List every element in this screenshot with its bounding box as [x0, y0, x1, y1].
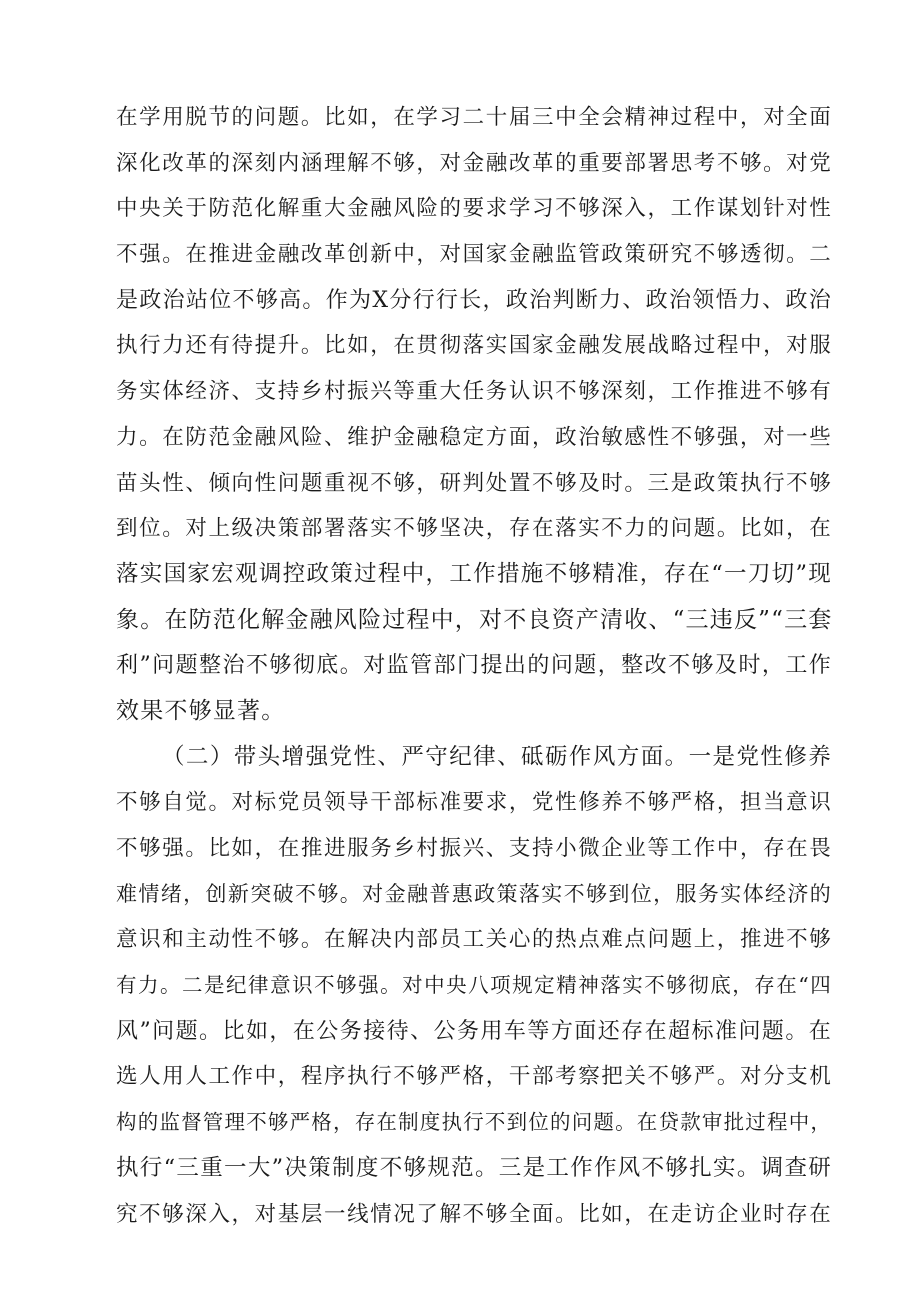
text-line: 难情绪，创新突破不够。对金融普惠政策落实不够到位，服务实体经济的: [116, 881, 832, 906]
text-line: 深化改革的深刻内涵理解不够，对金融改革的重要部署思考不够。对党: [116, 150, 832, 176]
text-line: 落实国家宏观调控政策过程中，工作措施不够精准，存在“一刀切”现: [116, 560, 832, 587]
text-line: 究不够深入，对基层一线情况了解不够全面。比如，在走访企业时存在: [116, 1201, 832, 1227]
text-line: 苗头性、倾向性问题重视不够，研判处置不够及时。三是政策执行不够: [116, 470, 832, 496]
text-line: 执行力还有待提升。比如，在贯彻落实国家金融发展战略过程中，对服: [116, 333, 832, 359]
paragraph-heading-line: （二）带头增强党性、严守纪律、砥砺作风方面。一是党性修养: [162, 743, 832, 770]
text-line: 在学用脱节的问题。比如，在学习二十届三中全会精神过程中，对全面: [116, 105, 832, 130]
text-line: 意识和主动性不够。在解决内部员工关心的热点难点问题上，推进不够: [116, 927, 832, 953]
text-line: 效果不够显著。: [116, 697, 286, 724]
text-line: 构的监督管理不够严格，存在制度执行不到位的问题。在贷款审批过程中，: [116, 1110, 833, 1135]
text-line: 务实体经济、支持乡村振兴等重大任务认识不够深刻，工作推进不够有: [116, 379, 832, 405]
text-line: 有力。二是纪律意识不够强。对中央八项规定精神落实不够彻底，存在“四: [116, 973, 832, 998]
body-text: [116, 95, 832, 1237]
text-line: 力。在防范金融风险、维护金融稳定方面，政治敏感性不够强，对一些: [116, 424, 832, 450]
text-line: 不强。在推进金融改革创新中，对国家金融监管政策研究不够透彻。二: [116, 242, 832, 268]
text-line: 中央关于防范化解重大金融风险的要求学习不够深入，工作谋划针对性: [116, 196, 832, 222]
text-line: 不够自觉。对标党员领导干部标准要求，党性修养不够严格，担当意识: [116, 790, 832, 816]
text-line: 到位。对上级决策部署落实不够坚决，存在落实不力的问题。比如，在: [116, 516, 832, 542]
text-line: 选人用人工作中，程序执行不够严格，干部考察把关不够严。对分支机: [116, 1064, 832, 1090]
text-line: 不够强。比如，在推进服务乡村振兴、支持小微企业等工作中，存在畏: [116, 836, 832, 861]
text-line: 执行“三重一大”决策制度不够规范。三是工作作风不够扎实。调查研: [116, 1154, 832, 1181]
text-line: 风”问题。比如，在公务接待、公务用车等方面还存在超标准问题。在: [116, 1018, 832, 1044]
text-line: 象。在防范化解金融风险过程中，对不良资产清收、“三违反”“三套: [116, 606, 833, 633]
text-line: 是政治站位不够高。作为X分行行长，政治判断力、政治领悟力、政治: [116, 287, 832, 313]
text-line: 利”问题整治不够彻底。对监管部门提出的问题，整改不够及时，工作: [116, 653, 832, 679]
